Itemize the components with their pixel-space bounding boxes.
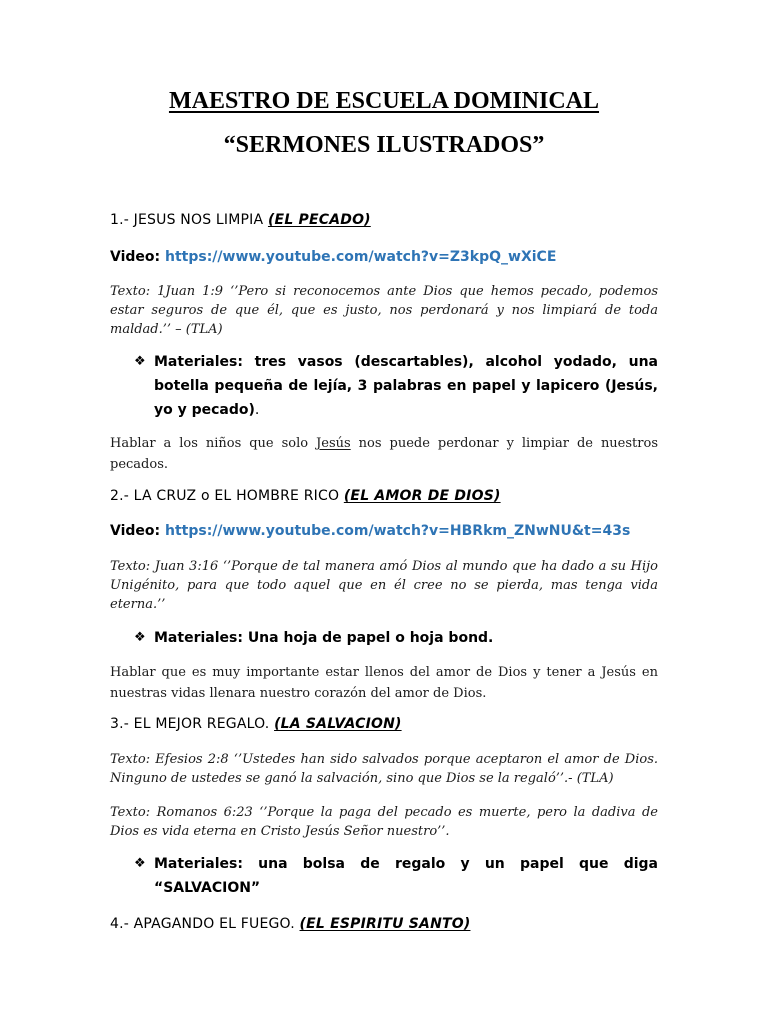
bullet-icon: ❖ — [134, 630, 146, 645]
section-2-note: Hablar que es muy importante estar llenos del amor de Dios y tener a Jesús en nuestras vidas llenara nuestro corazón del amor de Dios. — [110, 665, 658, 701]
video-label: Video: — [110, 249, 165, 265]
section-2-video — [110, 521, 658, 541]
section-3-texto-2: Texto: Romanos 6:23 ‘’Porque la paga del pecado es muerte, pero la dadiva de Dios es vida eterna en Cristo Jesús Señor nuestro’’. — [110, 805, 658, 839]
section-1-materiales — [154, 350, 658, 422]
section-1-subtitle: (EL PECADO) — [267, 212, 371, 228]
section-3-subtitle: (LA SALVACION) — [274, 716, 402, 732]
section-4-heading — [110, 914, 658, 934]
note-pre: Hablar a los niños que solo — [110, 436, 317, 451]
section-3-heading — [110, 714, 658, 734]
section-2-texto: Texto: Juan 3:16 ‘’Porque de tal manera amó Dios al mundo que ha dado a su Hijo Unigénito, para que todo aquel que en él cree no se pierda, mas tenga vida eterna.’’ — [110, 559, 658, 612]
video-label: Video: — [110, 523, 165, 539]
section-3-texto-1: Texto: Efesios 2:8 ‘’Ustedes han sido salvados porque aceptaron el amor de Dios. Ninguno de ustedes se ganó la salvación, sino que Dios se la regaló’’.- (TLA) — [110, 752, 658, 786]
section-2-video-link[interactable]: https://www.youtube.com/watch?v=HBRkm_ZNwNU&t=43s — [165, 523, 631, 539]
note-post: nos puede perdonar y limpiar de nuestros pecados. — [110, 436, 658, 472]
section-3-materiales: Materiales: una bolsa de regalo y un papel que diga “SALVACION” — [154, 856, 658, 896]
section-3-title: 3.- EL MEJOR REGALO. — [110, 716, 275, 732]
section-1-note — [110, 433, 658, 475]
section-1-title: 1.- JESUS NOS LIMPIA — [110, 212, 268, 228]
document-subtitle: “SERMONES ILUSTRADOS” — [223, 132, 545, 158]
section-1-heading — [110, 210, 658, 230]
bullet-icon: ❖ — [134, 856, 146, 871]
document-title: MAESTRO DE ESCUELA DOMINICAL — [168, 88, 600, 114]
section-4-title: 4.- APAGANDO EL FUEGO. — [110, 916, 300, 932]
section-1-video-link[interactable]: https://www.youtube.com/watch?v=Z3kpQ_wXiCE — [165, 249, 557, 265]
section-1-materiales-text: Materiales: tres vasos (descartables), alcohol yodado, una botella pequeña de lejía, 3 palabras en papel y lapicero (Jesús, yo y pecado) — [154, 354, 658, 418]
section-2-title: 2.- LA CRUZ o EL HOMBRE RICO — [110, 488, 344, 504]
note-underlined: Jesús — [316, 436, 351, 451]
section-2-heading — [110, 486, 658, 506]
section-1-video — [110, 247, 658, 267]
section-1-materiales-end: . — [254, 402, 260, 418]
bullet-icon: ❖ — [134, 354, 146, 369]
section-2-materiales: Materiales: Una hoja de papel o hoja bond. — [154, 630, 494, 646]
section-2-subtitle: (EL AMOR DE DIOS) — [343, 488, 501, 504]
section-1-texto: Texto: 1Juan 1:9 ‘’Pero si reconocemos ante Dios que hemos pecado, podemos estar seguros de que él, que es justo, nos perdonará y nos limpiará de toda maldad.’’ – (TLA) — [110, 284, 658, 337]
section-4-subtitle: (EL ESPIRITU SANTO) — [299, 916, 471, 932]
